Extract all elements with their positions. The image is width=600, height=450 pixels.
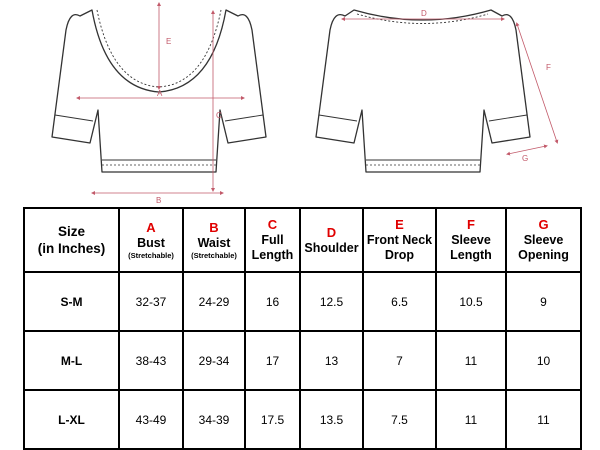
cell-waist: 34-39 xyxy=(183,390,245,449)
column-name: Sleeve xyxy=(451,233,491,247)
blouse-illustration xyxy=(0,0,600,205)
table-row xyxy=(24,331,581,390)
column-name: Full xyxy=(261,233,284,247)
cell-waist: 24-29 xyxy=(183,272,245,331)
cell-sleeve-length: 11 xyxy=(436,390,506,449)
cell-sleeve-length: 10.5 xyxy=(436,272,506,331)
column-name-line2: Drop xyxy=(384,248,415,262)
column-header-sleeve-length xyxy=(436,208,506,272)
cell-waist: 29-34 xyxy=(183,331,245,390)
dim-line-g xyxy=(508,146,546,154)
cell-sleeve-length: 11 xyxy=(436,331,506,390)
back-right-sleeve-hem xyxy=(489,115,527,121)
column-letter: D xyxy=(326,224,337,240)
front-right-sleeve-hem xyxy=(225,115,263,121)
column-letter: A xyxy=(146,220,156,235)
cell-full-length: 16 xyxy=(245,272,300,331)
column-letter: C xyxy=(267,217,278,232)
size-label: M-L xyxy=(24,331,119,390)
dim-label-d: D xyxy=(421,9,427,18)
cell-front-neck-drop: 7 xyxy=(363,331,436,390)
size-header-line1: Size xyxy=(57,224,85,239)
header-row xyxy=(24,208,581,272)
column-name: Shoulder xyxy=(304,240,359,255)
table-row xyxy=(24,272,581,331)
column-header-waist xyxy=(183,208,245,272)
column-name: Front Neck xyxy=(366,233,433,247)
cell-front-neck-drop: 6.5 xyxy=(363,272,436,331)
column-header-sleeve-opening xyxy=(506,208,581,272)
back-view xyxy=(316,10,530,172)
dim-label-c: C xyxy=(216,111,222,120)
back-left-sleeve-hem xyxy=(319,115,357,121)
column-name-line2: Opening xyxy=(518,248,569,262)
dim-label-e: E xyxy=(166,37,172,46)
column-letter: F xyxy=(467,217,475,232)
dim-label-a: A xyxy=(157,89,163,98)
cell-sleeve-opening: 10 xyxy=(506,331,581,390)
back-dimensions xyxy=(343,19,557,154)
column-name-line2: Length xyxy=(251,248,294,262)
column-name: Waist xyxy=(197,236,231,250)
size-header xyxy=(24,208,119,272)
cell-bust: 38-43 xyxy=(119,331,183,390)
cell-shoulder: 13 xyxy=(300,331,363,390)
cell-shoulder: 12.5 xyxy=(300,272,363,331)
cell-bust: 32-37 xyxy=(119,272,183,331)
column-name-line2: Length xyxy=(450,248,492,262)
dim-label-g: G xyxy=(522,154,529,163)
cell-bust: 43-49 xyxy=(119,390,183,449)
size-label: S-M xyxy=(24,272,119,331)
column-name: Bust xyxy=(137,236,165,250)
cell-shoulder: 13.5 xyxy=(300,390,363,449)
column-letter: E xyxy=(395,217,404,232)
size-header-line2: (in Inches) xyxy=(37,241,106,256)
column-header-shoulder xyxy=(300,208,363,272)
column-letter: B xyxy=(209,220,219,235)
back-body-outline xyxy=(316,10,530,172)
dim-label-f: F xyxy=(546,63,551,72)
column-header-bust xyxy=(119,208,183,272)
size-chart-table xyxy=(23,207,582,450)
column-letter: G xyxy=(538,217,549,232)
column-header-full-length xyxy=(245,208,300,272)
cell-full-length: 17 xyxy=(245,331,300,390)
column-name: Sleeve xyxy=(523,233,564,247)
column-header-front-neck-drop xyxy=(363,208,436,272)
garment-diagram xyxy=(0,0,600,205)
column-subtitle: (Stretchable) xyxy=(191,251,237,260)
cell-sleeve-opening: 11 xyxy=(506,390,581,449)
cell-front-neck-drop: 7.5 xyxy=(363,390,436,449)
front-left-sleeve-hem xyxy=(55,115,93,121)
cell-full-length: 17.5 xyxy=(245,390,300,449)
size-label: L-XL xyxy=(24,390,119,449)
cell-sleeve-opening: 9 xyxy=(506,272,581,331)
dim-label-b: B xyxy=(156,196,162,205)
table-row xyxy=(24,390,581,449)
column-subtitle: (Stretchable) xyxy=(128,251,174,260)
